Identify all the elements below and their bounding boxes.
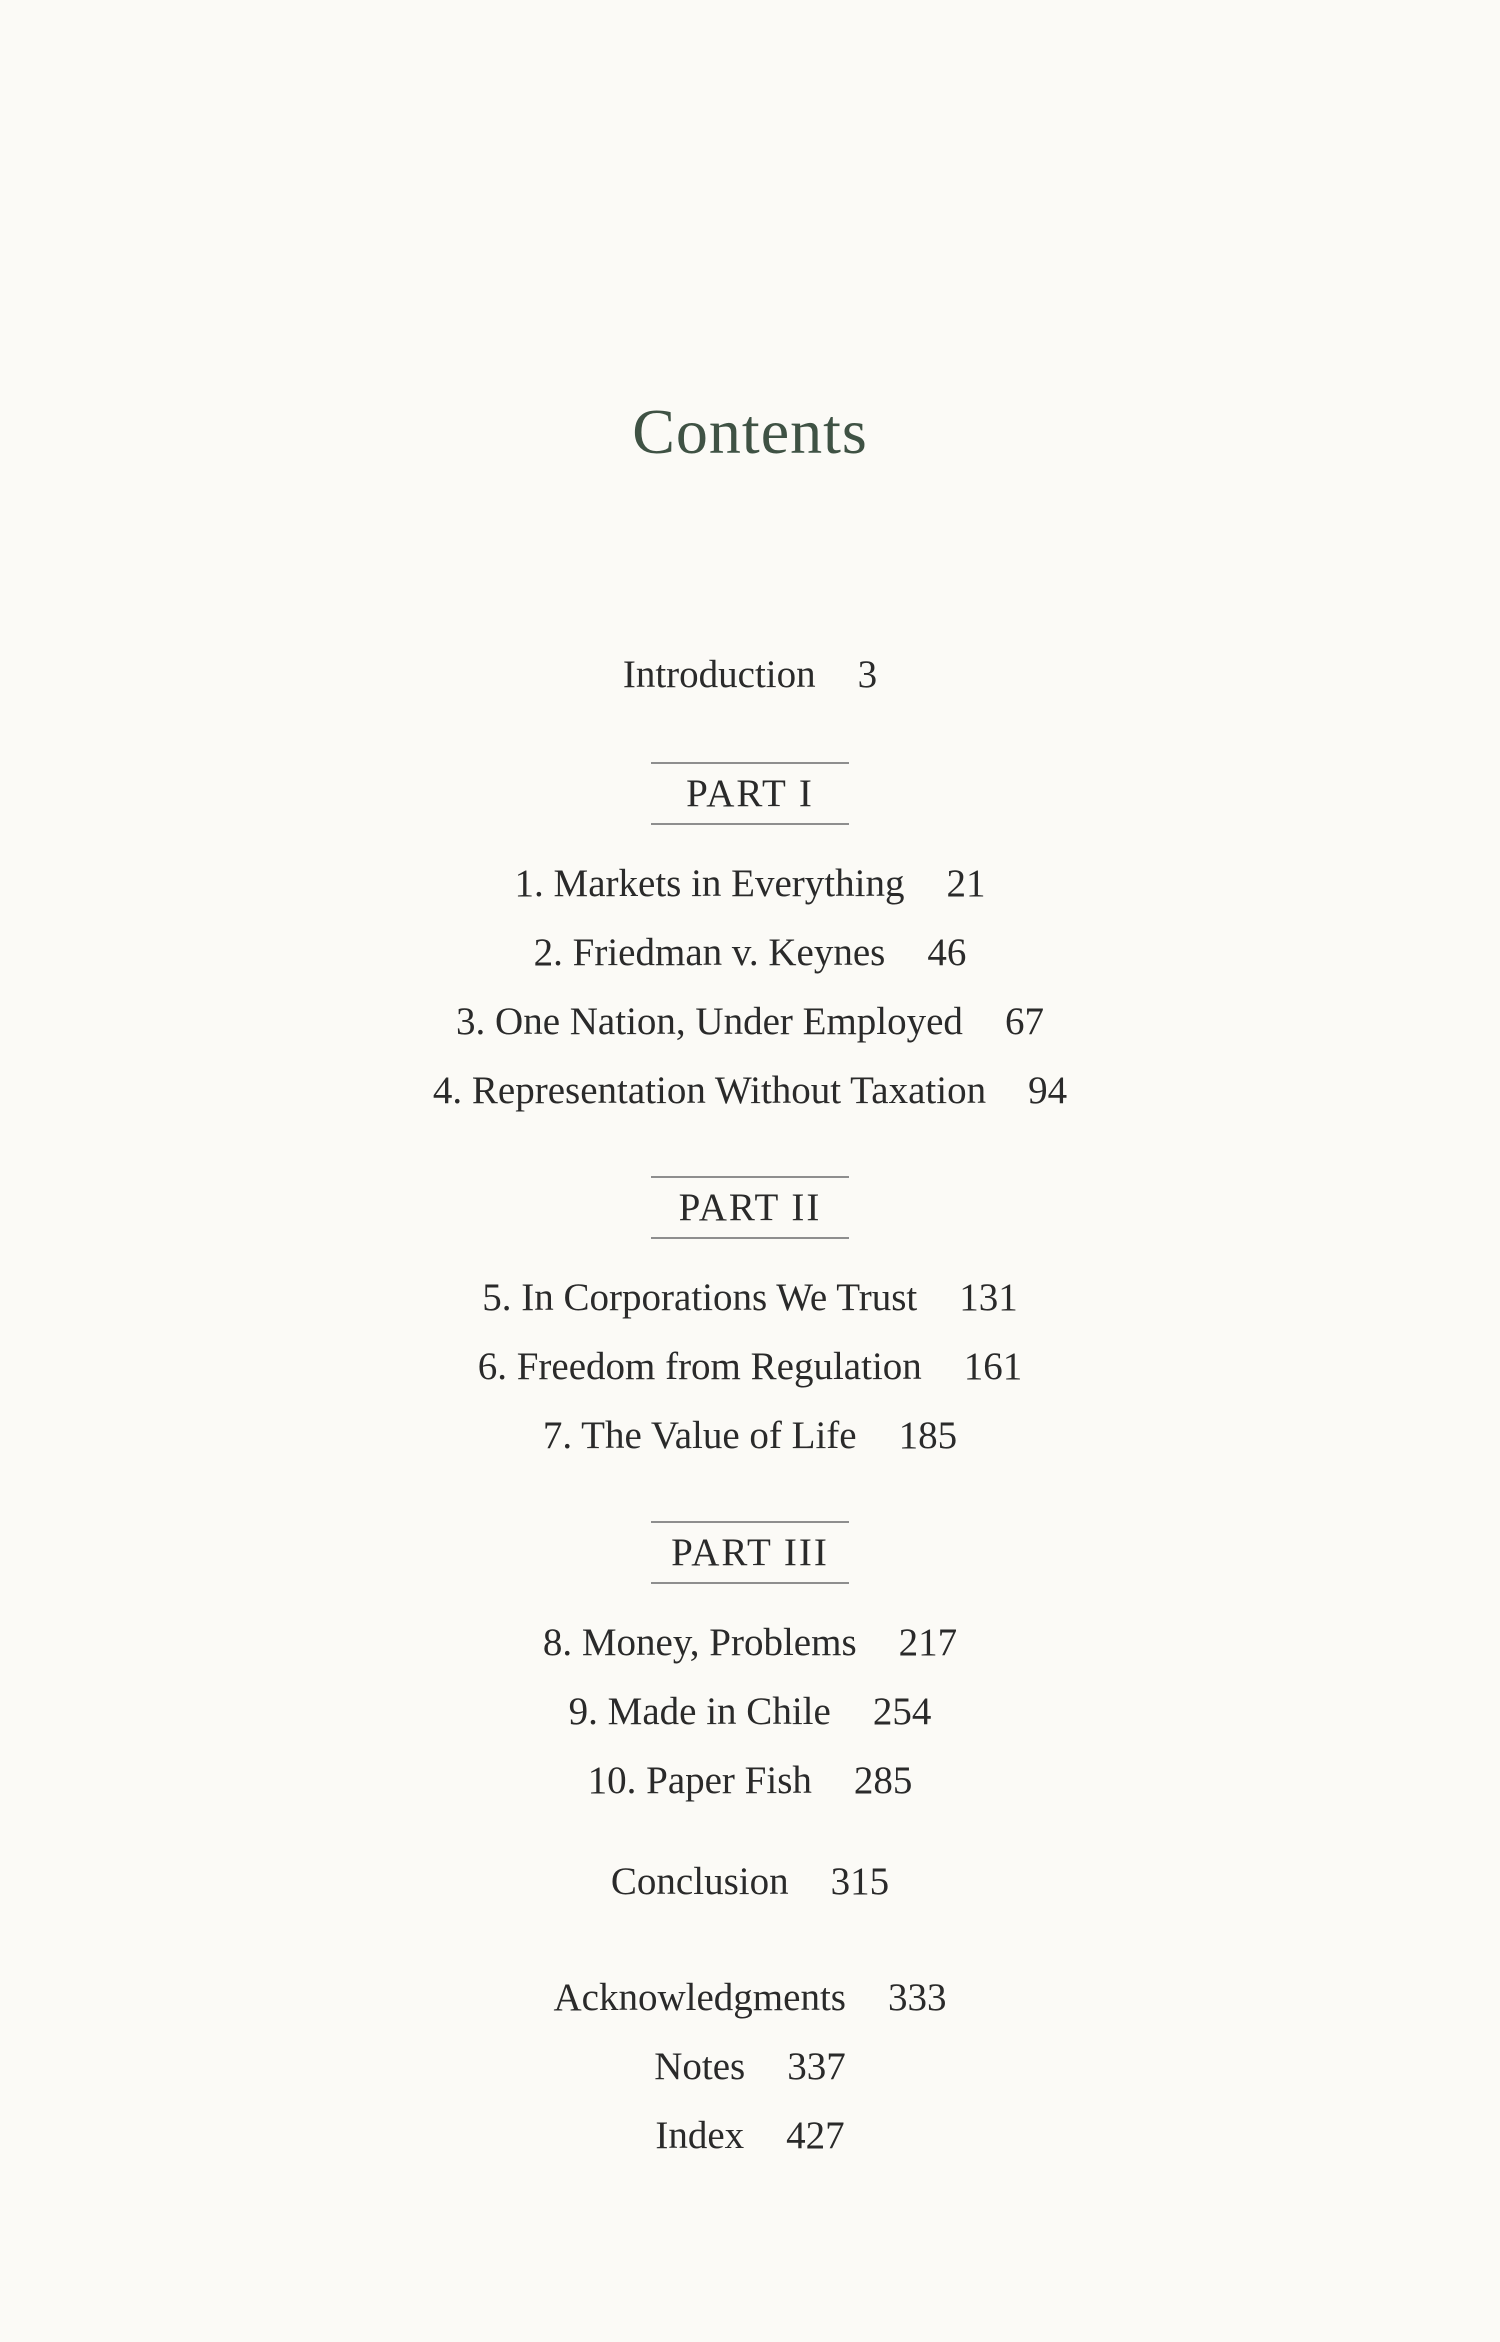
toc-entry-acknowledgments (0, 1978, 1500, 2017)
entry-label: Conclusion (610, 1860, 789, 1903)
entry-page: 217 (898, 1621, 958, 1664)
entry-label: 8. Money, Problems (542, 1621, 857, 1664)
toc-entry-index (0, 2116, 1500, 2155)
entry-label: 4. Representation Without Taxation (432, 1069, 987, 1112)
entry-label: Acknowledgments (553, 1976, 846, 2019)
entry-page: 337 (787, 2045, 846, 2088)
toc-entry-chapter-8 (0, 1623, 1500, 1662)
entry-label: 6. Freedom from Regulation (477, 1345, 922, 1388)
entry-label: Index (655, 2114, 745, 2157)
page-title: Contents (632, 396, 868, 467)
entry-page: 131 (959, 1276, 1018, 1319)
entry-label: 3. One Nation, Under Employed (456, 1000, 963, 1043)
toc-entry-chapter-2 (0, 933, 1500, 972)
toc-entry-introduction (0, 655, 1500, 694)
toc-entry-chapter-9 (0, 1692, 1500, 1731)
toc-entry-chapter-5 (0, 1278, 1500, 1317)
entry-label: Notes (654, 2045, 746, 2088)
entry-page: 427 (786, 2114, 845, 2157)
toc-entry-chapter-10 (0, 1761, 1500, 1800)
part-heading-3: PART III (651, 1521, 849, 1584)
entry-page: 94 (1028, 1069, 1068, 1112)
toc-entry-chapter-6 (0, 1347, 1500, 1386)
entry-page: 161 (963, 1345, 1023, 1388)
part-heading-1: PART I (651, 762, 849, 825)
toc-entry-conclusion (0, 1862, 1500, 1901)
toc-entry-chapter-7 (0, 1416, 1500, 1455)
toc-entry-chapter-1 (0, 864, 1500, 903)
toc-entry-notes (0, 2047, 1500, 2086)
entry-label: 7. The Value of Life (542, 1414, 857, 1457)
entry-label: 9. Made in Chile (568, 1690, 831, 1733)
entry-label: 10. Paper Fish (587, 1759, 812, 1802)
entry-label: 2. Friedman v. Keynes (533, 931, 886, 974)
toc-entry-chapter-4 (0, 1071, 1500, 1110)
entry-page: 315 (830, 1860, 890, 1903)
toc-entry-chapter-3 (0, 1002, 1500, 1041)
entry-page: 46 (927, 931, 967, 974)
entry-page: 333 (887, 1976, 947, 2019)
entry-page: 285 (853, 1759, 913, 1802)
entry-page: 3 (857, 653, 878, 696)
part-heading-2: PART II (651, 1176, 849, 1239)
entry-label: Introduction (622, 653, 816, 696)
entry-label: 1. Markets in Everything (514, 862, 905, 905)
entry-page: 21 (946, 862, 986, 905)
entry-page: 185 (898, 1414, 958, 1457)
entry-page: 67 (1004, 1000, 1044, 1043)
entry-page: 254 (872, 1690, 932, 1733)
entry-label: 5. In Corporations We Trust (482, 1276, 918, 1319)
